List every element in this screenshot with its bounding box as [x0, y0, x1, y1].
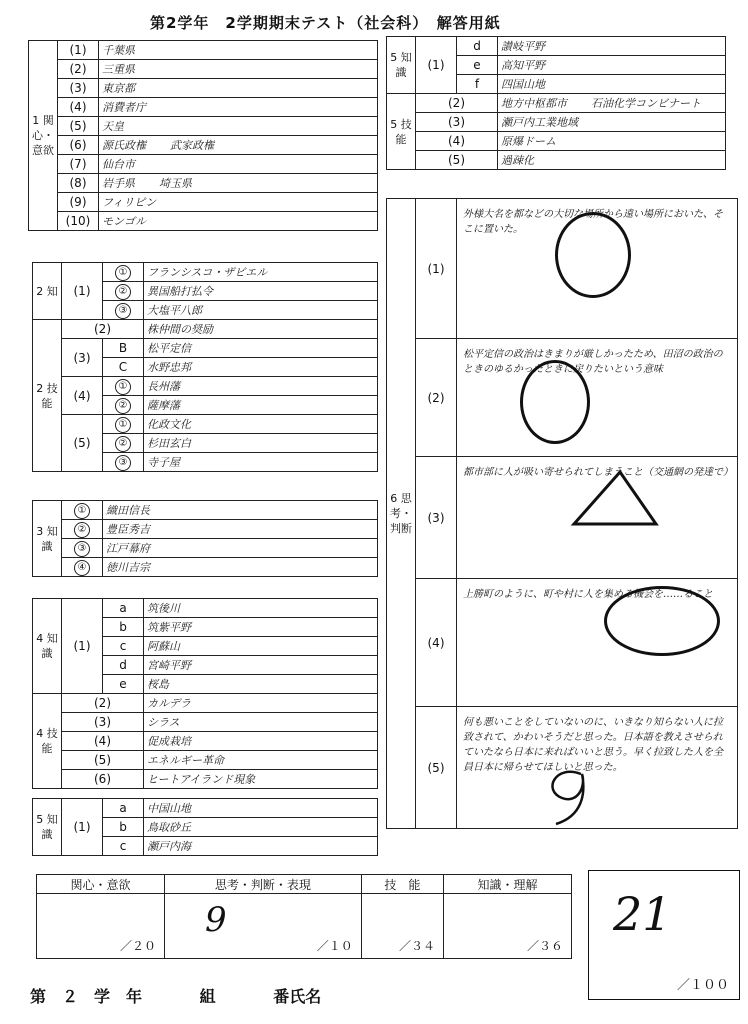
- answer-note: 武家政権: [170, 139, 214, 152]
- answer-row: [33, 320, 378, 339]
- score-max: ／３４: [398, 939, 435, 953]
- subquestion-label: e: [457, 56, 498, 75]
- answer-cell: [144, 751, 378, 770]
- answer-text: 仙台市: [102, 158, 135, 171]
- total-score-max: ／１００: [676, 978, 729, 993]
- question-number: (2): [416, 94, 498, 113]
- section-label: 3 知識: [33, 501, 62, 577]
- section-label: 2 知: [33, 263, 62, 320]
- answer-row: [29, 98, 378, 117]
- answer-text: 天皇: [102, 120, 124, 133]
- score-header: 関心・意欲: [37, 875, 165, 894]
- score-table: [36, 874, 572, 959]
- answer-cell: [144, 675, 378, 694]
- answer-row: [29, 117, 378, 136]
- answer-cell: [144, 599, 378, 618]
- answer-text: 四国山地: [501, 78, 545, 91]
- section-5b-table: [386, 36, 726, 170]
- answer-cell: [99, 136, 378, 155]
- question-number: (4): [62, 377, 103, 415]
- answer-cell: [103, 501, 378, 520]
- answer-text: フィリピン: [102, 196, 157, 209]
- answer-cell: [103, 520, 378, 539]
- answer-row: [29, 174, 378, 193]
- answer-row: [29, 60, 378, 79]
- answer-cell: [498, 113, 726, 132]
- score-max: ／３６: [526, 939, 563, 953]
- answer-cell: [144, 694, 378, 713]
- answer-cell: [144, 339, 378, 358]
- answer-cell: [144, 377, 378, 396]
- subquestion-label: ②: [103, 282, 144, 301]
- answer-cell: [99, 60, 378, 79]
- subquestion-label: ①: [103, 415, 144, 434]
- question-number: (2): [62, 320, 144, 339]
- subquestion-label: C: [103, 358, 144, 377]
- answer-text: 異国船打払令: [147, 285, 213, 298]
- score-max: ／２０: [120, 939, 157, 953]
- question-number: (3): [416, 113, 498, 132]
- student-info-footer: [30, 984, 373, 1007]
- answer-text: 徳川吉宗: [106, 561, 150, 574]
- question-number: (4): [416, 579, 457, 707]
- question-number: (3): [62, 713, 144, 732]
- question-number: (1): [62, 263, 103, 320]
- answer-cell: [144, 396, 378, 415]
- score-cell: [165, 894, 362, 959]
- question-number: (1): [58, 41, 99, 60]
- total-score-box: [588, 870, 740, 1000]
- answer-cell: [144, 453, 378, 472]
- answer-text: カルデラ: [147, 697, 191, 710]
- answer-text: 東京都: [102, 82, 135, 95]
- answer-row: [29, 155, 378, 174]
- answer-row: [33, 263, 378, 282]
- subquestion-label: ②: [103, 434, 144, 453]
- section-3-table: [32, 500, 378, 577]
- answer-cell: [144, 263, 378, 282]
- answer-text: 三重県: [102, 63, 135, 76]
- answer-text: 水野忠邦: [147, 361, 191, 374]
- score-cell: [361, 894, 443, 959]
- section-6-table: [386, 198, 738, 829]
- section-label: 5 技能: [387, 94, 416, 170]
- answer-row: [33, 770, 378, 789]
- answer-cell: [99, 117, 378, 136]
- answer-text: 原爆ドーム: [501, 135, 556, 148]
- correct-circle-mark: [604, 586, 720, 656]
- answer-text: 都市部に人が吸い寄せられてしまうこと（交通網の発達で）: [457, 457, 738, 579]
- answer-row: [33, 599, 378, 618]
- answer-text: 讃岐平野: [501, 40, 545, 53]
- subquestion-label: ①: [103, 377, 144, 396]
- answer-text: 千葉県: [102, 44, 135, 57]
- answer-row: [29, 212, 378, 231]
- answer-text: 上勝町のように、町や村に人を集める機会を……ること: [457, 579, 738, 707]
- section-5a-table: [32, 798, 378, 856]
- answer-text: 大塩平八郎: [147, 304, 202, 317]
- subquestion-label: d: [457, 37, 498, 56]
- question-number: (1): [416, 37, 457, 94]
- section-label: 6 思考・判断: [387, 199, 416, 829]
- answer-cell: [144, 434, 378, 453]
- answer-text: シラス: [147, 716, 180, 729]
- answer-text: 薩摩藩: [147, 399, 180, 412]
- answer-row: [387, 132, 726, 151]
- question-number: (5): [58, 117, 99, 136]
- answer-cell: [144, 282, 378, 301]
- answer-row: [387, 113, 726, 132]
- answer-text: 長州藩: [147, 380, 180, 393]
- question-number: (7): [58, 155, 99, 174]
- answer-text: 促成栽培: [147, 735, 191, 748]
- answer-cell: [103, 558, 378, 577]
- section-label: 2 技能: [33, 320, 62, 472]
- answer-row: [387, 151, 726, 170]
- question-number: (3): [416, 457, 457, 579]
- answer-text: 豊臣秀吉: [106, 523, 150, 536]
- answer-cell: [144, 818, 378, 837]
- question-number: (9): [58, 193, 99, 212]
- answer-text: 何も悪いことをしていないのに、いきなり知らない人に拉致されて、かわいそうだと思った。日本語を教えさせられていたなら日本に来ればいいと思う。早く拉致した人を全員日本に帰らせてほしいと思った。: [457, 707, 738, 829]
- answer-cell: [144, 301, 378, 320]
- answer-text: 松平定信の政治はきまりが厳しかったため、田沼の政治のときのゆるかったときに戻りたいという意味: [457, 339, 738, 457]
- answer-row: [33, 799, 378, 818]
- question-number: (6): [62, 770, 144, 789]
- question-number: (4): [58, 98, 99, 117]
- question-number: (1): [62, 799, 103, 856]
- question-number: (4): [416, 132, 498, 151]
- question-number: (5): [416, 151, 498, 170]
- answer-cell: [144, 656, 378, 675]
- answer-cell: [144, 770, 378, 789]
- section-label: 1 関心・意欲: [29, 41, 58, 231]
- answer-row: [33, 377, 378, 396]
- subquestion-label: ②: [103, 396, 144, 415]
- answer-row: [29, 41, 378, 60]
- answer-row: [33, 751, 378, 770]
- answer-cell: [498, 75, 726, 94]
- subquestion-label: c: [103, 637, 144, 656]
- answer-text: 松平定信: [147, 342, 191, 355]
- partial-triangle-mark: [566, 466, 662, 532]
- answer-cell: [498, 56, 726, 75]
- question-number: (10): [58, 212, 99, 231]
- answer-cell: [144, 713, 378, 732]
- answer-text: 織田信長: [106, 504, 150, 517]
- answer-row: [33, 558, 378, 577]
- answer-note: 埼玉県: [159, 177, 192, 190]
- answer-text: 中国山地: [147, 802, 191, 815]
- answer-cell: [144, 618, 378, 637]
- question-number: (5): [62, 751, 144, 770]
- answer-row: [387, 457, 738, 579]
- subquestion-label: b: [103, 818, 144, 837]
- subquestion-label: ③: [103, 301, 144, 320]
- answer-cell: [498, 37, 726, 56]
- answer-note: 石油化学コンビナート: [591, 97, 701, 110]
- subquestion-label: a: [103, 599, 144, 618]
- score-header: 技 能: [361, 875, 443, 894]
- answer-text: 筑紫平野: [147, 621, 191, 634]
- subquestion-label: f: [457, 75, 498, 94]
- question-number: (5): [62, 415, 103, 472]
- question-number: (3): [58, 79, 99, 98]
- answer-text: 瀬戸内工業地域: [501, 116, 578, 129]
- subquestion-label: ①: [103, 263, 144, 282]
- answer-row: [33, 694, 378, 713]
- answer-text: 宮崎平野: [147, 659, 191, 672]
- answer-cell: [99, 193, 378, 212]
- answer-text: 桜島: [147, 678, 169, 691]
- subquestion-label: ④: [62, 558, 103, 577]
- total-score-value: 21: [613, 887, 672, 941]
- answer-cell: [99, 41, 378, 60]
- answer-text: 源氏政権: [102, 139, 146, 152]
- answer-text: フランシスコ・ザビエル: [147, 266, 268, 279]
- question-number: (1): [62, 599, 103, 694]
- question-number: (2): [416, 339, 457, 457]
- section-label: 5 知識: [387, 37, 416, 94]
- answer-text: 江戸幕府: [106, 542, 150, 555]
- answer-row: [33, 539, 378, 558]
- answer-cell: [99, 212, 378, 231]
- question-number: (2): [58, 60, 99, 79]
- answer-row: [29, 79, 378, 98]
- answer-cell: [144, 415, 378, 434]
- answer-text: 外様大名を都などの大切な場所から遠い場所においた、そこに置いた。: [457, 199, 738, 339]
- answer-cell: [144, 732, 378, 751]
- question-number: (4): [62, 732, 144, 751]
- answer-text: 過疎化: [501, 154, 534, 167]
- answer-row: [29, 136, 378, 155]
- answer-text: 杉田玄白: [147, 437, 191, 450]
- answer-row: [33, 501, 378, 520]
- section-label: 4 技能: [33, 694, 62, 789]
- score-mark: 9: [205, 900, 227, 940]
- question-number: (8): [58, 174, 99, 193]
- page-title: 第2学年 2学期期末テスト（社会科） 解答用紙: [150, 14, 501, 32]
- section-1-table: [28, 40, 378, 231]
- score-header: 知識・理解: [443, 875, 571, 894]
- subquestion-label: ①: [62, 501, 103, 520]
- section-label: 5 知識: [33, 799, 62, 856]
- answer-cell: [99, 174, 378, 193]
- answer-row: [33, 732, 378, 751]
- question-number: (2): [62, 694, 144, 713]
- answer-text: 消費者庁: [102, 101, 146, 114]
- answer-row: [33, 520, 378, 539]
- answer-cell: [144, 320, 378, 339]
- answer-cell: [99, 155, 378, 174]
- subquestion-label: b: [103, 618, 144, 637]
- answer-row: [387, 94, 726, 113]
- subquestion-label: d: [103, 656, 144, 675]
- answer-text: 筑後川: [147, 602, 180, 615]
- section-label: 4 知識: [33, 599, 62, 694]
- correct-circle-mark: [520, 360, 590, 444]
- question-number: (1): [416, 199, 457, 339]
- grade-label: 第 ２ 学 年: [30, 987, 143, 1006]
- answer-cell: [498, 132, 726, 151]
- answer-row: [387, 37, 726, 56]
- answer-text: 化政文化: [147, 418, 191, 431]
- class-label: 組: [199, 987, 216, 1006]
- answer-text: 瀬戸内海: [147, 840, 191, 853]
- subquestion-label: c: [103, 837, 144, 856]
- answer-text: ヒートアイランド現象: [147, 773, 256, 786]
- answer-cell: [144, 837, 378, 856]
- score-header: 思考・判断・表現: [165, 875, 362, 894]
- subquestion-label: ③: [103, 453, 144, 472]
- correct-circle-mark: [555, 212, 631, 298]
- section-4-table: [32, 598, 378, 789]
- answer-row: [29, 193, 378, 212]
- score-cell: [443, 894, 571, 959]
- subquestion-label: a: [103, 799, 144, 818]
- answer-cell: [103, 539, 378, 558]
- question-number: (3): [62, 339, 103, 377]
- answer-text: 高知平野: [501, 59, 545, 72]
- question-number: (6): [58, 136, 99, 155]
- answer-text: モンゴル: [102, 215, 146, 228]
- score-nine-mark: [536, 760, 606, 830]
- question-number: (5): [416, 707, 457, 829]
- score-max: ／１０: [316, 939, 353, 953]
- answer-cell: [99, 98, 378, 117]
- answer-cell: [99, 79, 378, 98]
- answer-cell: [498, 151, 726, 170]
- subquestion-label: e: [103, 675, 144, 694]
- number-label: 番: [273, 987, 290, 1006]
- section-2-table: [32, 262, 378, 472]
- answer-cell: [144, 799, 378, 818]
- subquestion-label: B: [103, 339, 144, 358]
- answer-row: [33, 339, 378, 358]
- subquestion-label: ②: [62, 520, 103, 539]
- answer-cell: [144, 637, 378, 656]
- answer-text: 鳥取砂丘: [147, 821, 191, 834]
- answer-text: 寺子屋: [147, 456, 180, 469]
- answer-cell: [498, 94, 726, 113]
- score-cell: [37, 894, 165, 959]
- answer-text: 岩手県: [102, 177, 135, 190]
- answer-text: 株仲間の奨励: [147, 323, 213, 336]
- answer-cell: [144, 358, 378, 377]
- answer-text: 阿蘇山: [147, 640, 180, 653]
- answer-text: エネルギー革命: [147, 754, 224, 767]
- answer-row: [33, 713, 378, 732]
- subquestion-label: ③: [62, 539, 103, 558]
- name-label: 氏名: [289, 987, 322, 1006]
- answer-text: 地方中枢都市: [501, 97, 567, 110]
- answer-row: [33, 415, 378, 434]
